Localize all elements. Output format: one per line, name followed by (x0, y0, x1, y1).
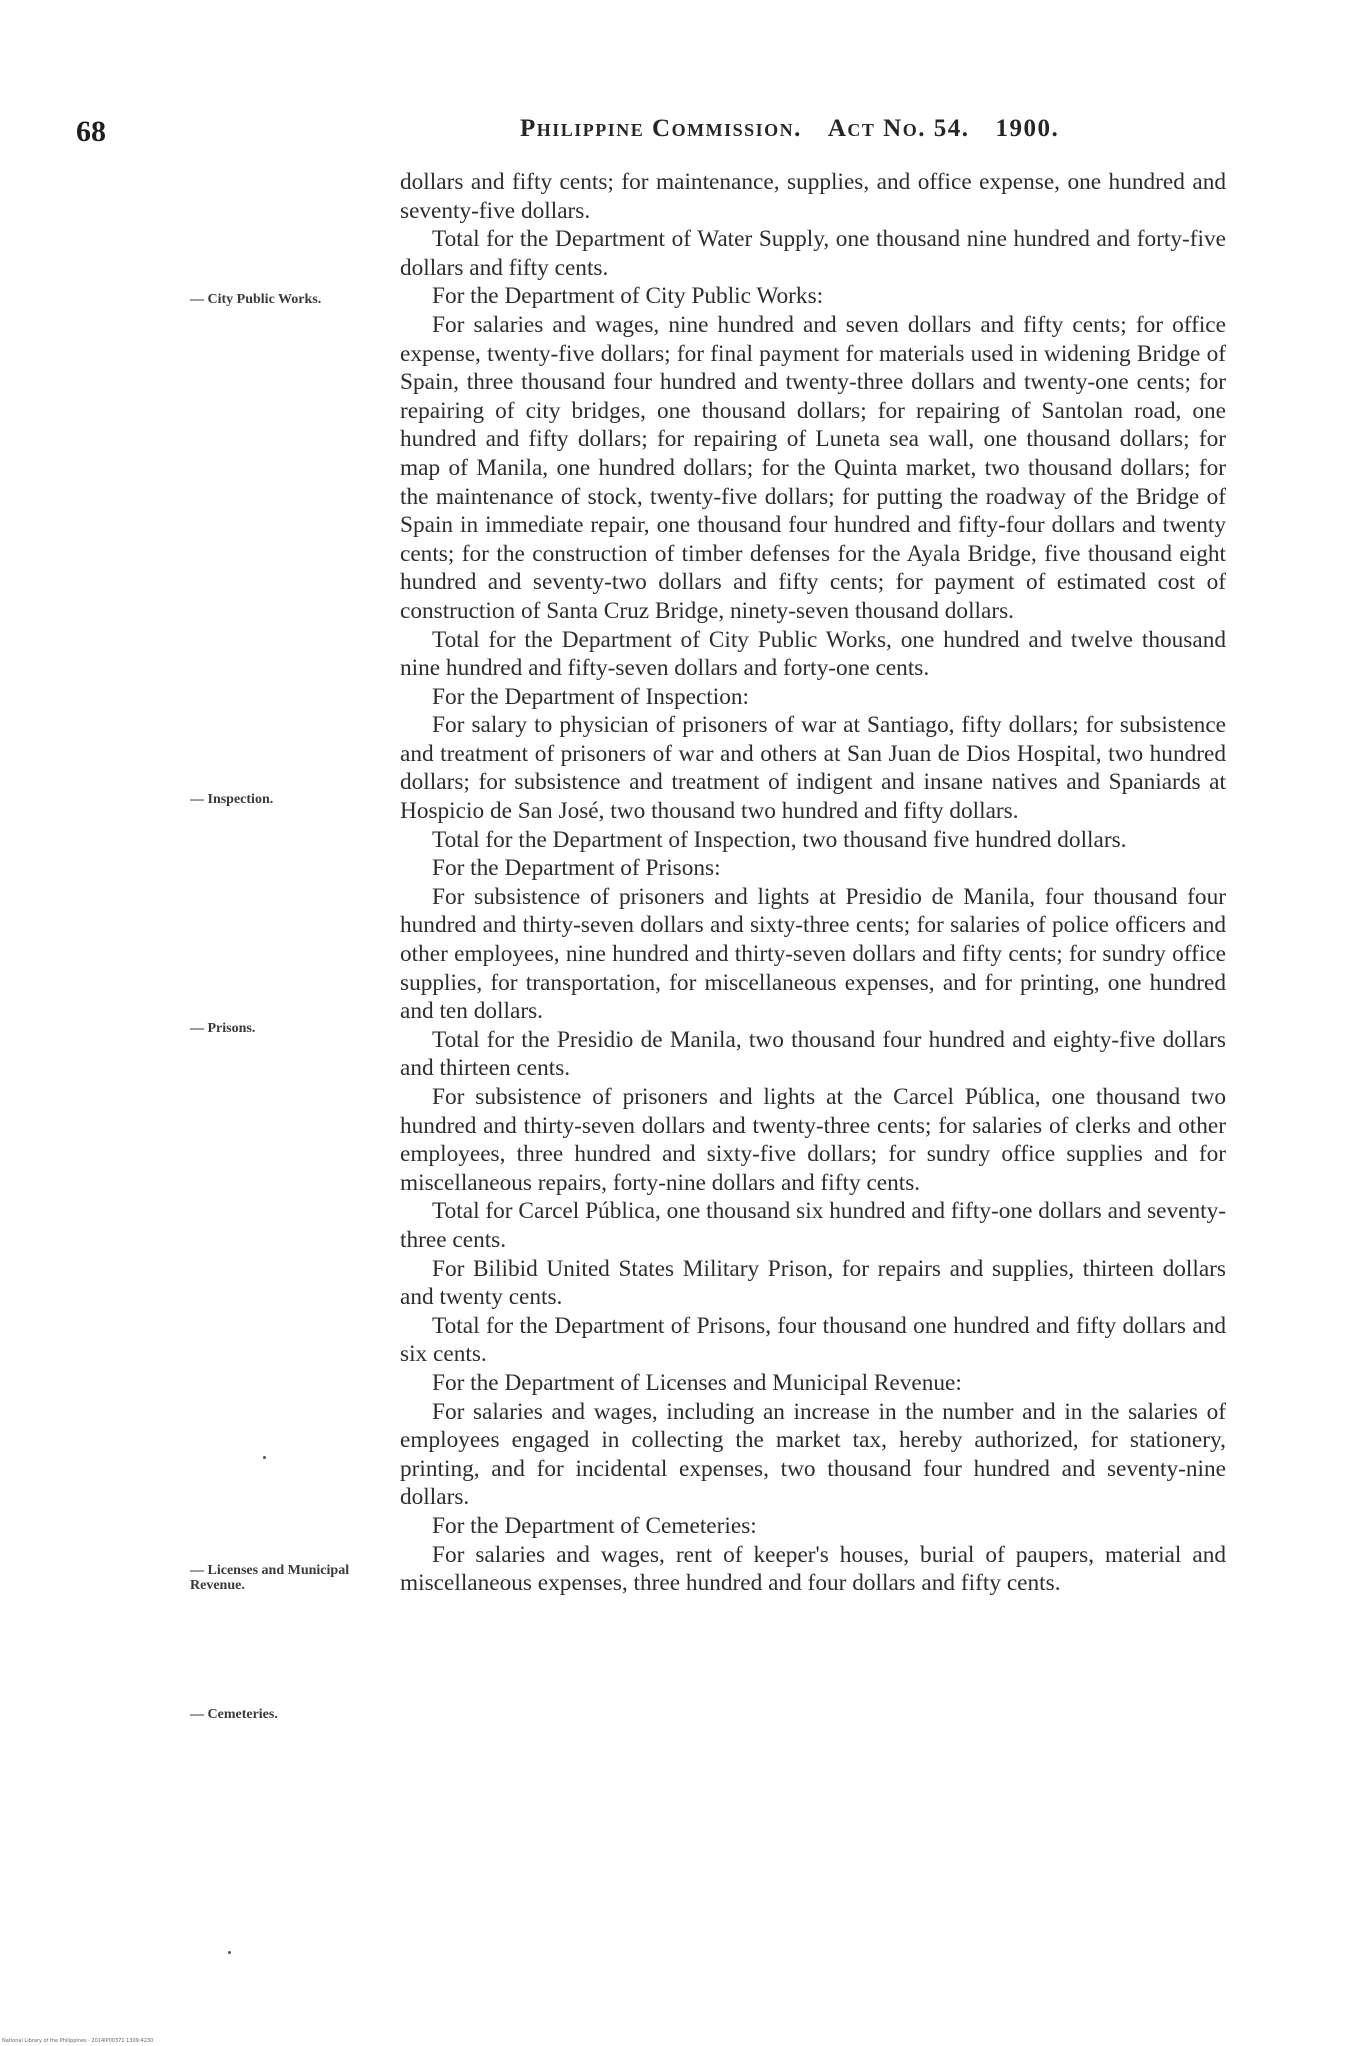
scan-speck (263, 1456, 266, 1459)
paragraph: dollars and fifty cents; for maintenance, supplies, and office expense, one hundred and seventy-five dollars. (400, 169, 1226, 224)
paragraph: For salaries and wages, including an increase in the number and in the salaries of employees engaged in collecting the market tax, hereby authorized, for stationery, printing, and for incidental expenses, two thousand four hundred and seventy-nine dollars. (400, 1398, 1226, 1511)
paragraph: For salaries and wages, rent of keeper's houses, burial of paupers, material and miscellaneous expenses, three hundred and four dollars and fifty cents. (400, 1541, 1226, 1597)
margin-note-city-public-works: — City Public Works. (190, 292, 322, 307)
scan-speck (228, 1951, 231, 1954)
page-number: 68 (76, 115, 106, 148)
section-heading: For the Department of Licenses and Municipal Revenue: (432, 1369, 962, 1396)
scan-source-line: National Library of the Philippines · 2014IP00371 1309:4230 (2, 2038, 154, 2044)
paragraph: For salary to physician of prisoners of war at Santiago, fifty dollars; for subsistence and treatment of prisoners of war and others at San Juan de Dios Hospital, two hundred dollars; for subsistence and treatment of indigent and insane natives and Spaniards at Hospicio de San José, two thousand two hundred and fifty dollars. (400, 712, 1226, 825)
body-text (400, 168, 1226, 1598)
margin-note-inspection: — Inspection. (190, 792, 274, 807)
margin-note-cemeteries: — Cemeteries. (190, 1707, 278, 1722)
section-heading: For the Department of City Public Works: (432, 283, 824, 310)
act-number: Act No. 54. (827, 115, 970, 142)
running-head (520, 115, 1059, 143)
paragraph: For subsistence of prisoners and lights at Presidio de Manila, four thousand four hundred and thirty-seven dollars and sixty-three cents; for salaries of police officers and other employees, nine hundred and thirty-seven dollars and fifty cents; for sundry office supplies, for transportation, for miscellaneous expenses, and for printing, one hundred and ten dollars. (400, 883, 1226, 1025)
paragraph: Total for the Department of Water Supply, one thousand nine hundred and forty-five dollars and fifty cents. (400, 226, 1226, 281)
section-heading: For the Department of Inspection: (432, 683, 750, 710)
paragraph: For subsistence of prisoners and lights at the Carcel Pública, one thousand two hundred and thirty-seven dollars and twenty-three cents; for salaries of clerks and other employees, three hundred and sixty-five dollars; for sundry office supplies and for miscellaneous repairs, forty-nine dollars and fifty cents. (400, 1084, 1226, 1196)
year: 1900. (995, 115, 1060, 142)
paragraph: For Bilibid United States Military Prison, for repairs and supplies, thirteen dollars and twenty cents. (400, 1255, 1226, 1311)
margin-note-prisons: — Prisons. (190, 1021, 256, 1036)
paragraph: For salaries and wages, nine hundred and seven dollars and fifty cents; for office expense, twenty-five dollars; for final payment for materials used in widening Bridge of Spain, three thousand four hundred and twenty-three dollars and twenty-one cents; for repairing of city bridges, one thousand dollars; for repairing of Santolan road, one hundred and fifty dollars; for repairing of Luneta sea wall, one thousand dollars; for map of Manila, one hundred dollars; for the Quinta market, two thousand dollars; for the maintenance of stock, twenty-five dollars; for putting the roadway of the Bridge of Spain in immediate repair, one thousand four hundred and fifty-four dollars and twenty cents; for the construction of timber defenses for the Ayala Bridge, five thousand eight hundred and seventy-two dollars and fifty cents; for payment of estimated cost of construction of Santa Cruz Bridge, ninety-seven thousand dollars. (400, 311, 1226, 624)
margin-note-licenses: — Licenses and Municipal Revenue. (190, 1563, 350, 1593)
paragraph: Total for Carcel Pública, one thousand six hundred and fifty-one dollars and seventy-three cents. (400, 1198, 1226, 1253)
section-heading: For the Department of Prisons: (432, 855, 721, 882)
paragraph: Total for the Department of City Public Works, one hundred and twelve thousand nine hundred and fifty-seven dollars and forty-one cents. (400, 626, 1226, 682)
paragraph: Total for the Department of Inspection, two thousand five hundred dollars. (432, 826, 1127, 853)
paragraph: Total for the Department of Prisons, four thousand one hundred and fifty dollars and six cents. (400, 1312, 1226, 1368)
section-heading: For the Department of Cemeteries: (432, 1512, 757, 1539)
paragraph: Total for the Presidio de Manila, two thousand four hundred and eighty-five dollars and thirteen cents. (400, 1026, 1226, 1082)
publication-title: Philippine Commission. (520, 115, 802, 142)
